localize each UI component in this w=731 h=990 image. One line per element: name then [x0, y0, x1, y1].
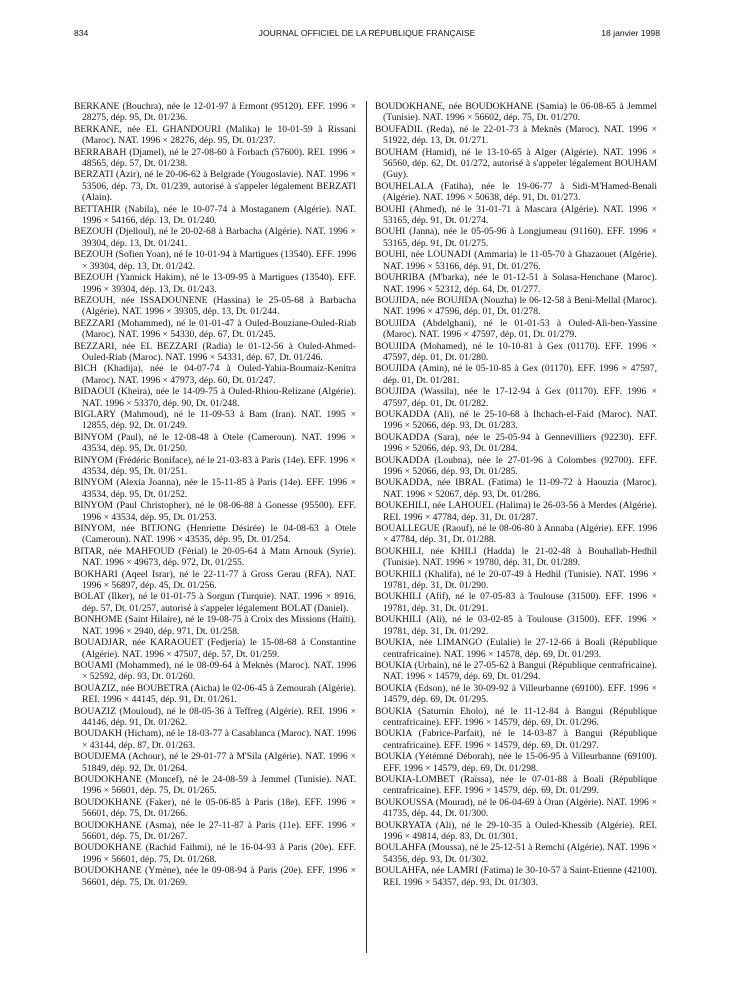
naturalization-entry: BOUALLEGUE (Raouf), né le 08-06-80 à Annaba (Algérie). EFF. 1996 × 47784, dép. 31, Dt. 01/288.: [375, 523, 657, 546]
naturalization-entry: BINYOM (Paul Christopher), né le 08-06-88 à Gonesse (95500). EFF. 1996 × 43534, dép. 95, Dt. 01/253.: [74, 500, 356, 523]
naturalization-entry: BOUKOUSSA (Mourad), né le 06-04-69 à Oran (Algérie). NAT. 1996 × 41735, dép. 44, Dt. 01/300.: [375, 796, 657, 820]
naturalization-entry: BOUHI (Janna), née le 05-05-96 à Longjumeau (91160). EFF. 1996 × 53165, dép. 91, Dt. 01/275.: [375, 226, 657, 249]
naturalization-entry: BOUKIA (Edson), né le 30-09-92 à Villeurbanne (69100). EFF. 1996 × 14579, dép. 69, Dt. 01/295.: [375, 682, 657, 706]
naturalization-entry: BOUKADDA, née IBRAL (Fatima) le 11-09-72 à Haouzia (Maroc). NAT. 1996 × 52067, dép. 93, Dt. 01/286.: [375, 477, 657, 500]
naturalization-entry: BOUFADIL (Reda), né le 22-01-73 à Meknès (Maroc). NAT. 1996 × 51922, dép. 13, Dt. 01/271.: [375, 123, 657, 147]
naturalization-entry: BOUKIA (Fabrice-Parfait), né le 14-03-87 à Bangui (République centrafricaine). EFF. 1996 × 14579, dép. 69, Dt. 01/297.: [375, 728, 657, 751]
naturalization-entry: BOUJIDA (Wassila), née le 17-12-94 à Gex (01170). EFF. 1996 × 47597, dép. 01, Dt. 01/282.: [375, 386, 657, 409]
naturalization-entry: BOUJIDA (Mohamed), né le 10-10-81 à Gex (01170). EFF. 1996 × 47597, dép. 01, Dt. 01/280.: [375, 340, 657, 363]
naturalization-entry: BOUDOKHANE (Rachid Faihmi), né le 16-04-93 à Paris (20e). EFF. 1996 × 56601, dép. 75, Dt. 01/268.: [74, 842, 356, 865]
naturalization-entry: BOUKIA, née LIMANGO (Eulalie) le 27-12-66 à Boali (République centrafricaine). NAT. 1996 × 14578, dép. 69, Dt. 01/293.: [375, 637, 657, 660]
left-column: [74, 101, 356, 888]
naturalization-entry: BETTAHIR (Nabila), née le 10-07-74 à Mostaganem (Algérie). NAT. 1996 × 54166, dép. 13, Dt. 01/240.: [74, 203, 356, 227]
naturalization-entry: BOUKRYATA (Ali), né le 29-10-35 à Ouled-Khessib (Algérie). REI. 1996 × 49814, dép. 83, Dt. 01/301.: [375, 819, 657, 842]
naturalization-entry: BIGLARY (Mahmoud), né le 11-09-53 à Bam (Iran). NAT. 1995 × 12855, dép. 92, Dt. 01/249.: [74, 408, 356, 432]
naturalization-entry: BOUKIA (Saturnin Eholo), né le 11-12-84 à Bangui (République centrafricaine). EFF. 1996 × 14579, dép. 69, Dt. 01/296.: [375, 705, 657, 728]
naturalization-entry: BOULAHFA, née LAMRI (Fatima) le 30-10-57 à Saint-Etienne (42100). REI. 1996 × 54357, dép. 93, Dt. 01/303.: [375, 865, 657, 888]
naturalization-entry: BINYOM (Paul), né le 12-08-48 à Otele (Cameroun). NAT. 1996 × 43534, dép. 95, Dt. 01/250.: [74, 431, 356, 455]
naturalization-entry: BINYOM (Frédéric Boniface), né le 21-03-83 à Paris (14e). EFF. 1996 × 43534, dép. 95, Dt. 01/251.: [74, 454, 356, 477]
right-column: [375, 101, 657, 888]
naturalization-entry: BOUKHILI (Khalifa), né le 20-07-49 à Hedhil (Tunisie). NAT. 1996 × 19781, dép. 31, Dt. 01/290.: [375, 568, 657, 592]
naturalization-entry: BOUDOKHANE (Ymène), née le 09-08-94 à Paris (20e). EFF. 1996 × 56601, dép. 75, Dt. 01/269.: [74, 865, 356, 888]
naturalization-entry: BOUHELALA (Fatiha), née le 19-06-77 à Sidi-M'Hamed-Benali (Algérie). NAT. 1996 × 50638, dép. 91, Dt. 01/273.: [375, 180, 657, 204]
naturalization-entry: BOKHARI (Aqeel Israr), né le 22-11-77 à Gross Gerau (RFA). NAT. 1996 × 56897, dép. 45, Dt. 01/256.: [74, 568, 356, 592]
naturalization-entry: BOUKIA (Urbain), né le 27-05-62 à Bangui (République centrafricaine). NAT. 1996 × 14579, dép. 69, Dt. 01/294.: [375, 659, 657, 683]
naturalization-entry: BOUHAM (Hamid), né le 13-10-65 à Alger (Algérie). NAT. 1996 × 56560, dép. 62, Dt. 01/272, autorisé à s'appeler légalement BOUHAM (Guy).: [375, 146, 657, 181]
naturalization-entry: BEZOUH, née ISSADOUNENE (Hassina) le 25-05-68 à Barbacha (Algérie). NAT. 1996 × 39305, dép. 13, Dt. 01/244.: [74, 294, 356, 318]
naturalization-entry: BOUKADDA (Sara), née le 25-05-94 à Gennevilliers (92230). EFF. 1996 × 52066, dép. 93, Dt. 01/284.: [375, 431, 657, 455]
naturalization-entry: BOUDJEMA (Achour), né le 29-01-77 à M'Sila (Algérie). NAT. 1996 × 51849, dép. 92, Dt. 01/264.: [74, 751, 356, 774]
naturalization-entry: BOUKADDA (Ali), né le 25-10-68 à Ihchach-el-Faid (Maroc). NAT. 1996 × 52066, dép. 93, Dt. 01/283.: [375, 408, 657, 432]
column-separator: [366, 101, 367, 953]
naturalization-entry: BOUADJAR, née KARAOUET (Fedjeria) le 15-08-68 à Constantine (Algérie). NAT. 1996 × 47507, dép. 57, Dt. 01/259.: [74, 637, 356, 660]
naturalization-entry: BERKANE (Bouchra), née le 12-01-97 à Ermont (95120). EFF. 1996 × 28275, dép. 95, Dt. 01/236.: [74, 101, 356, 124]
naturalization-entry: BOULAHFA (Moussa), né le 25-12-51 à Remchi (Algérie). NAT. 1996 × 54356, dép. 93, Dt. 01/302.: [375, 842, 657, 865]
naturalization-entry: BOUKHILI, née KHILI (Hadda) le 21-02-48 à Bouhallab-Hedhil (Tunisie). NAT. 1996 × 19780, dép. 31, Dt. 01/289.: [375, 545, 657, 569]
naturalization-entry: BOUKEHILI, née LAHOUEL (Halima) le 26-03-56 à Merdes (Algérie). REI. 1996 × 47784, dép. 31, Dt. 01/287.: [375, 500, 657, 523]
naturalization-entry: BIDAOUI (Kheira), née le 14-09-75 à Ouled-Rhiou-Relizane (Algérie). NAT. 1996 × 53370, dép. 90, Dt. 01/248.: [74, 386, 356, 409]
naturalization-entry: BITAR, née MAHFOUD (Férial) le 20-05-64 à Matn Arnouk (Syrie). NAT. 1996 × 49673, dép. 972, Dt. 01/255.: [74, 545, 356, 569]
naturalization-entry: BOUKIA-LOMBET (Raïssa), née le 07-01-88 à Boali (République centrafricaine). EFF. 1996 × 14579, dép. 69, Dt. 01/299.: [375, 773, 657, 797]
naturalization-entry: BOUAZIZ, née BOUBETRA (Aicha) le 02-06-45 à Zemourah (Algérie). REI. 1996 × 44145, dép. 91, Dt. 01/261.: [74, 682, 356, 706]
journal-title: JOURNAL OFFICIEL DE LA RÉPUBLIQUE FRANÇAISE: [258, 28, 476, 38]
issue-date: 18 janvier 1998: [601, 28, 660, 38]
page-header: [74, 28, 660, 42]
naturalization-entry: BOUHRIBA (M'barka), née le 01-12-51 à Solasa-Henchane (Maroc). NAT. 1996 × 52312, dép. 64, Dt. 01/277.: [375, 272, 657, 295]
naturalization-entry: BEZOUH (Yannick Hakim), né le 13-09-95 à Martigues (13540). EFF. 1996 × 39304, dép. 13, Dt. 01/243.: [74, 272, 356, 295]
naturalization-entry: BOUJIDA (Amin), né le 05-10-85 à Gex (01170). EFF. 1996 × 47597, dép. 01, Dt. 01/281.: [375, 363, 657, 386]
naturalization-entry: BEZZARI (Mohammed), né le 01-01-47 à Ouled-Bouziane-Ouled-Riab (Maroc). NAT. 1996 × 54330, dép. 67, Dt. 01/245.: [74, 317, 356, 341]
naturalization-entry: BOUDAKH (Hicham), né le 18-03-77 à Casablanca (Maroc). NAT. 1996 × 43144, dép. 87, Dt. 01/263.: [74, 728, 356, 751]
naturalization-entry: BOUJIDA (Abdelghani), né le 01-01-53 à Ouled-Ali-ben-Yassine (Maroc). NAT. 1996 × 47597, dép. 01, Dt. 01/279.: [375, 317, 657, 341]
naturalization-entry: BOLAT (Ilker), né le 01-01-75 à Sorgun (Turquie). NAT. 1996 × 8916, dép. 57, Dt. 01/257, autorisé à s'appeler légalement BOLAT (Daniel).: [74, 591, 356, 614]
naturalization-entry: BOUDOKHANE, née BOUDOKHANE (Samia) le 06-08-65 à Jemmel (Tunisie). NAT. 1996 × 56602, dép. 75, Dt. 01/270.: [375, 101, 657, 124]
naturalization-entry: BOUDOKHANE (Asma), née le 27-11-87 à Paris (11e). EFF. 1996 × 56601, dép. 75, Dt. 01/267.: [74, 819, 356, 842]
naturalization-entry: BOUDOKHANE (Moncef), né le 24-08-59 à Jemmel (Tunisie). NAT. 1996 × 56601, dép. 75, Dt. 01/265.: [74, 773, 356, 797]
naturalization-entry: BOUDOKHANE (Faker), né le 05-06-85 à Paris (18e). EFF. 1996 × 56601, dép. 75, Dt. 01/266.: [74, 796, 356, 820]
naturalization-entry: BINYOM (Alexia Joanna), née le 15-11-85 à Paris (14e). EFF. 1996 × 43534, dép. 95, Dt. 01/252.: [74, 477, 356, 500]
naturalization-entry: BICH (Khadija), née le 04-07-74 à Ouled-Yahia-Boumaiz-Kenitra (Maroc). NAT. 1996 × 47973, dép. 60, Dt. 01/247.: [74, 363, 356, 386]
naturalization-entry: BOUKADDA (Loubna), née le 27-01-96 à Colombes (92700). EFF. 1996 × 52066, dép. 93, Dt. 01/285.: [375, 454, 657, 477]
naturalization-entry: BOUHI (Ahmed), né le 31-01-71 à Mascara (Algérie). NAT. 1996 × 53165, dép. 91, Dt. 01/274.: [375, 203, 657, 227]
naturalization-entry: BERRABAH (Djamel), né le 27-08-60 à Forbach (57600). REI. 1996 × 48565, dép. 57, Dt. 01/238.: [74, 146, 356, 170]
naturalization-entry: BEZZARI, née EL BEZZARI (Radia) le 01-12-56 à Ouled-Ahmed-Ouled-Riab (Maroc). NAT. 1996 × 54331, dép. 67, Dt. 01/246.: [74, 340, 356, 363]
page-number: 834: [74, 28, 89, 38]
naturalization-entry: BOUHI, née LOUNADI (Ammaria) le 11-05-70 à Ghazaouet (Algérie). NAT. 1996 × 53166, dép. 91, Dt. 01/276.: [375, 249, 657, 272]
naturalization-entry: BOUAZIZ (Mouloud), né le 08-05-36 à Teffreg (Algérie). REI. 1996 × 44146, dép. 91, Dt. 01/262.: [74, 705, 356, 728]
naturalization-entry: BOUAMI (Mohammed), né le 08-09-64 à Meknès (Maroc). NAT. 1996 × 52592, dép. 93, Dt. 01/260.: [74, 659, 356, 683]
naturalization-entry: BOUKHILI (Afif), né le 07-05-83 à Toulouse (31500). EFF. 1996 × 19781, dép. 31, Dt. 01/291.: [375, 591, 657, 614]
naturalization-entry: BINYOM, née BITJONG (Henriette Désirée) le 04-08-63 à Otele (Cameroun). NAT. 1996 × 43535, dép. 95, Dt. 01/254.: [74, 523, 356, 546]
naturalization-entry: BONHOME (Saint Hilaire), né le 19-08-75 à Croix des Missions (Haïti). NAT. 1996 × 2940, dép. 971, Dt. 01/258.: [74, 614, 356, 637]
naturalization-entry: BERZATI (Azir), né le 20-06-62 à Belgrade (Yougoslavie). NAT. 1996 × 53506, dép. 73, Dt. 01/239, autorisé à s'appeler légalement BERZATI (Alain).: [74, 169, 356, 204]
naturalization-entry: BERKANE, née EL GHANDOURI (Malika) le 10-01-59 à Rissani (Maroc). NAT. 1996 × 28276, dép. 95, Dt. 01/237.: [74, 123, 356, 147]
naturalization-entry: BEZOUH (Djelloul), né le 20-02-68 à Barbacha (Algérie). NAT. 1996 × 39304, dép. 13, Dt. 01/241.: [74, 226, 356, 249]
naturalization-entry: BOUJIDA, née BOUJIDA (Nouzha) le 06-12-58 à Beni-Mellal (Maroc). NAT. 1996 × 47596, dép. 01, Dt. 01/278.: [375, 294, 657, 318]
naturalization-entry: BOUKHILI (Ali), né le 03-02-85 à Toulouse (31500). EFF. 1996 × 19781, dép. 31, Dt. 01/292.: [375, 614, 657, 637]
naturalization-entry: BOUKIA (Yétémné Déborah), née le 15-06-95 à Villeurbanne (69100). EFF. 1996 × 14579, dép. 69, Dt. 01/298.: [375, 751, 657, 774]
naturalization-entry: BEZOUH (Sofien Yoan), né le 10-01-94 à Martigues (13540). EFF. 1996 × 39304, dép. 13, Dt. 01/242.: [74, 249, 356, 272]
